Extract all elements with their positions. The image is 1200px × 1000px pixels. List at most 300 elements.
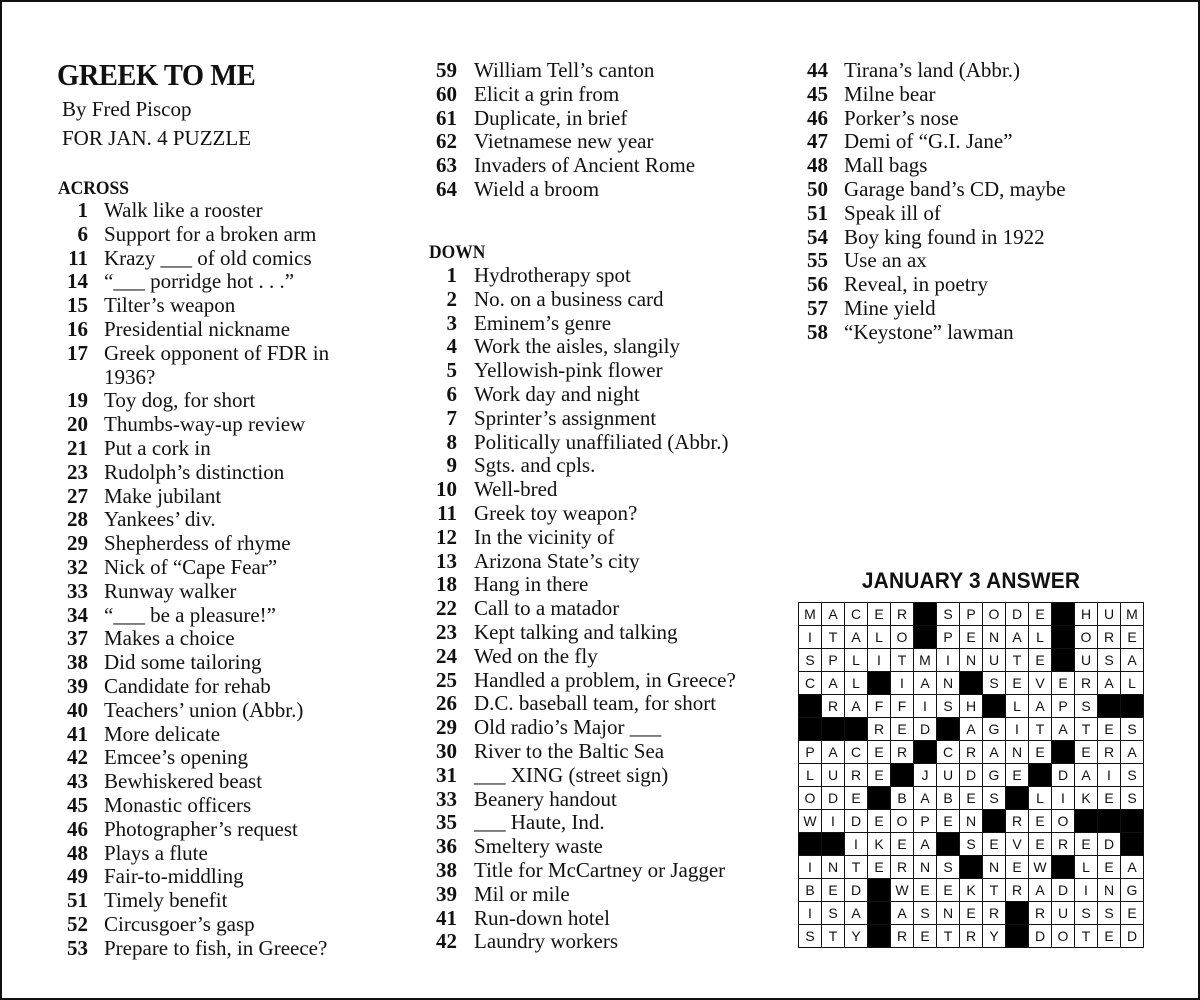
clue-item <box>429 383 774 407</box>
clue-item <box>429 550 774 574</box>
grid-cell: R <box>983 902 1006 925</box>
grid-cell: F <box>868 695 891 718</box>
clue-number: 53 <box>67 935 88 960</box>
grid-cell: A <box>1029 879 1052 902</box>
grid-block <box>1006 925 1029 948</box>
grid-cell: E <box>1029 741 1052 764</box>
clue-number: 17 <box>67 340 88 365</box>
clue-item <box>58 413 358 437</box>
clue-text: Use an ax <box>844 248 927 273</box>
grid-block <box>983 695 1006 718</box>
down-clue-list <box>429 264 774 954</box>
grid-cell: Y <box>845 925 868 948</box>
grid-cell: D <box>914 718 937 741</box>
clue-text: Photographer’s request <box>104 816 298 841</box>
grid-cell: I <box>914 695 937 718</box>
grid-cell: C <box>937 741 960 764</box>
grid-block <box>868 787 891 810</box>
grid-cell: A <box>822 672 845 695</box>
grid-cell: D <box>1006 603 1029 626</box>
clue-item <box>429 502 774 526</box>
clue-text: Title for McCartney or Jagger <box>474 857 726 882</box>
clue-number: 60 <box>436 81 457 106</box>
clue-item <box>58 342 358 390</box>
grid-cell: D <box>845 879 868 902</box>
grid-cell: V <box>1029 672 1052 695</box>
clue-text: Yellowish-pink flower <box>474 358 663 383</box>
clue-item <box>429 264 774 288</box>
grid-block <box>937 718 960 741</box>
grid-cell: F <box>891 695 914 718</box>
grid-cell: L <box>868 626 891 649</box>
grid-cell: P <box>937 626 960 649</box>
clue-text: Laundry workers <box>474 929 619 954</box>
clue-item <box>58 389 358 413</box>
grid-cell: E <box>1006 672 1029 695</box>
grid-cell: W <box>891 879 914 902</box>
clue-text: Presidential nickname <box>104 316 291 341</box>
grid-cell: P <box>914 810 937 833</box>
clue-number: 30 <box>436 738 457 763</box>
grid-block <box>799 718 822 741</box>
grid-cell: P <box>1052 695 1075 718</box>
clue-text: Duplicate, in brief <box>474 105 628 130</box>
clue-item <box>429 130 774 154</box>
grid-cell: E <box>891 833 914 856</box>
grid-cell: A <box>914 787 937 810</box>
grid-cell: I <box>799 856 822 879</box>
grid-cell: S <box>1098 902 1121 925</box>
clue-text: Toy dog, for short <box>104 388 256 413</box>
clue-text: ___ XING (street sign) <box>474 762 669 787</box>
grid-block <box>914 626 937 649</box>
grid-cell: M <box>1121 603 1144 626</box>
clue-text: Circusgoer’s gasp <box>104 911 255 936</box>
clue-text: Speak ill of <box>844 200 941 225</box>
clue-number: 55 <box>807 248 828 273</box>
clue-text: Timely benefit <box>104 888 228 913</box>
grid-cell: S <box>1121 718 1144 741</box>
clue-item <box>429 178 774 202</box>
grid-cell: P <box>960 603 983 626</box>
grid-cell: E <box>1121 626 1144 649</box>
clue-number: 4 <box>446 334 457 359</box>
grid-cell: I <box>1052 787 1075 810</box>
grid-cell: T <box>1075 718 1098 741</box>
grid-cell: S <box>937 856 960 879</box>
grid-cell: E <box>1098 925 1121 948</box>
clue-number: 25 <box>436 667 457 692</box>
clue-number: 27 <box>67 483 88 508</box>
clue-number: 61 <box>436 105 457 130</box>
clue-item <box>429 454 774 478</box>
grid-cell: K <box>960 879 983 902</box>
clue-number: 56 <box>807 272 828 297</box>
grid-cell: E <box>868 741 891 764</box>
grid-cell: E <box>868 603 891 626</box>
grid-cell: T <box>1006 649 1029 672</box>
grid-cell: S <box>914 902 937 925</box>
clue-number: 1 <box>446 263 457 287</box>
clue-text: Tilter’s weapon <box>104 293 236 318</box>
grid-cell: R <box>1098 741 1121 764</box>
across-clue-list-continued <box>429 59 774 202</box>
grid-cell: E <box>1098 856 1121 879</box>
clue-item <box>58 675 358 699</box>
clue-number: 36 <box>436 834 457 859</box>
clue-number: 33 <box>67 578 88 603</box>
grid-cell: A <box>891 902 914 925</box>
clue-item <box>800 297 1120 321</box>
grid-cell: I <box>1098 764 1121 787</box>
clue-text: Walk like a rooster <box>104 198 263 222</box>
grid-cell: O <box>891 810 914 833</box>
clue-number: 38 <box>436 857 457 882</box>
grid-block <box>1121 695 1144 718</box>
clue-item <box>58 532 358 556</box>
grid-cell: G <box>1121 879 1144 902</box>
clue-text: Runway walker <box>104 578 237 603</box>
clue-number: 44 <box>807 58 828 82</box>
grid-cell: R <box>868 718 891 741</box>
grid-cell: I <box>799 626 822 649</box>
grid-cell: N <box>937 902 960 925</box>
grid-cell: U <box>1075 649 1098 672</box>
grid-cell: D <box>960 764 983 787</box>
clue-item <box>429 716 774 740</box>
across-heading: ACROSS <box>58 178 129 199</box>
grid-cell: L <box>1029 787 1052 810</box>
clue-item <box>800 202 1120 226</box>
grid-block <box>960 856 983 879</box>
grid-block <box>960 672 983 695</box>
clue-text: More delicate <box>104 721 221 746</box>
clue-number: 50 <box>807 176 828 201</box>
clue-item <box>429 907 774 931</box>
clue-item <box>58 699 358 723</box>
clue-item <box>429 883 774 907</box>
grid-block <box>891 764 914 787</box>
grid-cell: I <box>937 649 960 672</box>
grid-cell: R <box>1052 833 1075 856</box>
clue-text: Smeltery waste <box>474 834 603 859</box>
clue-text: Call to a matador <box>474 596 620 621</box>
grid-cell: D <box>1121 925 1144 948</box>
grid-cell: K <box>868 833 891 856</box>
grid-block <box>1075 810 1098 833</box>
grid-cell: N <box>960 649 983 672</box>
grid-block <box>937 833 960 856</box>
clue-item <box>58 437 358 461</box>
grid-cell: N <box>1098 879 1121 902</box>
grid-block <box>983 810 1006 833</box>
grid-cell: R <box>822 695 845 718</box>
clue-number: 31 <box>436 762 457 787</box>
clue-number: 2 <box>446 286 457 311</box>
grid-cell: A <box>1006 626 1029 649</box>
grid-cell: E <box>1075 741 1098 764</box>
clue-text: No. on a business card <box>474 286 664 311</box>
grid-block <box>1052 626 1075 649</box>
clue-item <box>429 764 774 788</box>
clue-item <box>429 573 774 597</box>
clue-item <box>58 461 358 485</box>
clue-number: 11 <box>437 500 457 525</box>
clue-text: Wed on the fly <box>474 643 598 668</box>
grid-cell: S <box>822 902 845 925</box>
grid-cell: R <box>891 741 914 764</box>
grid-cell: E <box>937 810 960 833</box>
clue-number: 49 <box>67 864 88 889</box>
clue-item <box>429 930 774 954</box>
clue-text: Hang in there <box>474 572 589 597</box>
grid-cell: E <box>868 764 891 787</box>
grid-cell: S <box>960 833 983 856</box>
clue-text: Kept talking and talking <box>474 619 678 644</box>
clue-number: 64 <box>436 176 457 201</box>
grid-cell: C <box>845 741 868 764</box>
grid-cell: A <box>1121 649 1144 672</box>
clue-item <box>429 526 774 550</box>
clue-number: 32 <box>67 554 88 579</box>
grid-cell: N <box>1006 741 1029 764</box>
clue-number: 13 <box>436 548 457 573</box>
grid-block <box>1029 764 1052 787</box>
grid-cell: N <box>983 626 1006 649</box>
grid-cell: C <box>799 672 822 695</box>
clue-text: Greek opponent of FDR in 1936? <box>104 340 330 389</box>
grid-cell: T <box>1075 925 1098 948</box>
grid-cell: E <box>914 925 937 948</box>
grid-block <box>822 833 845 856</box>
grid-cell: I <box>845 833 868 856</box>
answer-title: JANUARY 3 ANSWER <box>861 568 1081 593</box>
clue-text: Bewhiskered beast <box>104 769 263 794</box>
grid-cell: E <box>1029 603 1052 626</box>
grid-cell: T <box>822 626 845 649</box>
clue-number: 12 <box>436 524 457 549</box>
clue-text: Emcee’s opening <box>104 745 249 770</box>
grid-cell: M <box>914 649 937 672</box>
grid-cell: S <box>983 787 1006 810</box>
clue-text: Prepare to fish, in Greece? <box>104 935 328 960</box>
clue-item <box>429 859 774 883</box>
grid-cell: R <box>891 856 914 879</box>
clue-text: Run-down hotel <box>474 905 610 930</box>
grid-cell: T <box>937 925 960 948</box>
clue-number: 16 <box>67 316 88 341</box>
grid-cell: C <box>845 603 868 626</box>
grid-cell: E <box>914 879 937 902</box>
clue-item <box>58 199 358 223</box>
clue-number: 22 <box>436 596 457 621</box>
grid-cell: E <box>1098 718 1121 741</box>
grid-cell: T <box>983 879 1006 902</box>
grid-cell: Y <box>983 925 1006 948</box>
clue-text: D.C. baseball team, for short <box>474 691 717 716</box>
grid-cell: I <box>868 649 891 672</box>
grid-block <box>845 718 868 741</box>
clue-text: Mall bags <box>844 153 928 178</box>
grid-cell: S <box>1121 787 1144 810</box>
grid-cell: E <box>822 879 845 902</box>
grid-cell: B <box>937 787 960 810</box>
grid-cell: U <box>937 764 960 787</box>
grid-cell: A <box>1121 741 1144 764</box>
clue-item <box>429 811 774 835</box>
clue-item <box>429 621 774 645</box>
clue-item <box>429 407 774 431</box>
clue-item <box>58 842 358 866</box>
clue-text: Support for a broken arm <box>104 221 317 246</box>
clue-number: 18 <box>436 572 457 597</box>
clue-item <box>58 318 358 342</box>
clue-text: Fair-to-middling <box>104 864 244 889</box>
clue-text: Teachers’ union (Abbr.) <box>104 697 304 722</box>
grid-cell: A <box>983 741 1006 764</box>
clue-item <box>800 321 1120 345</box>
clue-number: 62 <box>436 129 457 154</box>
clue-number: 41 <box>436 905 457 930</box>
clue-item <box>800 130 1120 154</box>
clue-item <box>429 312 774 336</box>
grid-cell: S <box>983 672 1006 695</box>
clue-number: 42 <box>436 929 457 954</box>
clue-text: “___ be a pleasure!” <box>104 602 276 627</box>
clue-item <box>58 604 358 628</box>
grid-cell: N <box>914 856 937 879</box>
clue-item <box>58 270 358 294</box>
grid-cell: N <box>960 810 983 833</box>
clue-number: 9 <box>446 453 457 478</box>
clue-number: 48 <box>67 840 88 865</box>
clue-item <box>58 556 358 580</box>
grid-cell: U <box>1098 603 1121 626</box>
clue-number: 6 <box>77 221 88 246</box>
grid-block <box>822 718 845 741</box>
grid-cell: B <box>799 879 822 902</box>
clue-text: Nick of “Cape Fear” <box>104 554 278 579</box>
grid-cell: E <box>1121 902 1144 925</box>
clue-item <box>800 59 1120 83</box>
clue-number: 26 <box>436 691 457 716</box>
down-clue-list-continued <box>800 59 1120 345</box>
grid-block <box>868 925 891 948</box>
grid-block <box>799 833 822 856</box>
clue-number: 7 <box>446 405 457 430</box>
grid-cell: A <box>914 833 937 856</box>
clue-number: 57 <box>807 295 828 320</box>
grid-cell: A <box>822 603 845 626</box>
clue-number: 43 <box>67 769 88 794</box>
clue-item <box>429 359 774 383</box>
clue-text: “Keystone” lawman <box>844 319 1014 344</box>
clue-text: Handled a problem, in Greece? <box>474 667 736 692</box>
clue-text: Invaders of Ancient Rome <box>474 153 696 178</box>
grid-cell: S <box>799 925 822 948</box>
clue-text: Arizona State’s city <box>474 548 640 573</box>
grid-cell: A <box>914 672 937 695</box>
grid-cell: R <box>1029 902 1052 925</box>
grid-cell: A <box>1098 672 1121 695</box>
grid-cell: A <box>1075 764 1098 787</box>
grid-cell: U <box>822 764 845 787</box>
clue-number: 46 <box>67 816 88 841</box>
clue-item <box>58 247 358 271</box>
answer-grid <box>798 602 1144 948</box>
clue-text: Boy king found in 1922 <box>844 224 1045 249</box>
clue-number: 59 <box>436 58 457 82</box>
clue-number: 29 <box>436 715 457 740</box>
grid-cell: E <box>1052 672 1075 695</box>
puzzle-title: GREEK TO ME <box>57 57 256 92</box>
clue-number: 41 <box>67 721 88 746</box>
clue-item <box>429 740 774 764</box>
down-heading: DOWN <box>429 242 486 263</box>
clue-item <box>58 651 358 675</box>
grid-cell: U <box>1052 902 1075 925</box>
grid-cell: I <box>1075 879 1098 902</box>
clue-number: 29 <box>67 531 88 556</box>
clue-item <box>429 692 774 716</box>
grid-cell: L <box>1006 695 1029 718</box>
grid-cell: R <box>1006 810 1029 833</box>
grid-cell: A <box>845 902 868 925</box>
clue-item <box>429 645 774 669</box>
clue-text: Elicit a grin from <box>474 81 620 106</box>
grid-cell: J <box>914 764 937 787</box>
grid-cell: E <box>983 833 1006 856</box>
clue-item <box>429 835 774 859</box>
grid-cell: A <box>1121 856 1144 879</box>
grid-cell: W <box>1029 856 1052 879</box>
grid-cell: I <box>799 902 822 925</box>
clue-item <box>58 770 358 794</box>
grid-cell: O <box>1052 810 1075 833</box>
clue-number: 51 <box>807 200 828 225</box>
grid-cell: E <box>1029 833 1052 856</box>
clue-item <box>429 59 774 83</box>
grid-cell: A <box>822 741 845 764</box>
grid-cell: N <box>983 856 1006 879</box>
clue-text: Eminem’s genre <box>474 310 612 335</box>
grid-block <box>1052 741 1075 764</box>
grid-cell: M <box>799 603 822 626</box>
grid-cell: D <box>845 810 868 833</box>
grid-cell: I <box>891 672 914 695</box>
grid-cell: D <box>1052 764 1075 787</box>
grid-cell: O <box>799 787 822 810</box>
grid-cell: R <box>891 603 914 626</box>
clue-number: 6 <box>446 381 457 406</box>
clue-number: 19 <box>67 388 88 413</box>
clue-text: Politically unaffiliated (Abbr.) <box>474 429 729 454</box>
clue-item <box>800 178 1120 202</box>
grid-cell: L <box>1029 626 1052 649</box>
clue-number: 58 <box>807 319 828 344</box>
grid-cell: L <box>1121 672 1144 695</box>
grid-block <box>1121 833 1144 856</box>
clue-text: Reveal, in poetry <box>844 272 989 297</box>
clue-item <box>429 431 774 455</box>
grid-cell: I <box>1006 718 1029 741</box>
clue-text: Candidate for rehab <box>104 673 271 698</box>
byline: By Fred Piscop <box>62 97 192 121</box>
clue-text: William Tell’s canton <box>474 58 655 82</box>
clue-item <box>58 937 358 961</box>
clue-item <box>58 223 358 247</box>
grid-cell: K <box>1075 787 1098 810</box>
